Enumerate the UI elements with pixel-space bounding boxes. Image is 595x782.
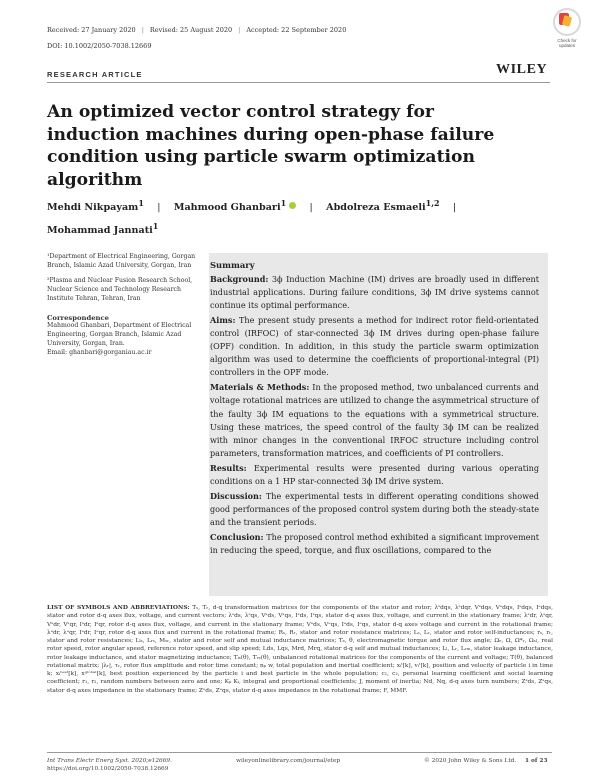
affiliations-sidebar	[47, 253, 197, 364]
received-date: Received: 27 January 2020	[47, 26, 136, 34]
conclusion-label: Conclusion:	[210, 531, 264, 542]
date-separator: |	[141, 26, 144, 34]
journal-citation: Int Trans Electr Energ Syst. 2020;e12669.	[47, 758, 172, 764]
page-number: 1 of 23	[525, 758, 548, 764]
footer-divider	[47, 752, 552, 753]
header-divider	[47, 82, 550, 83]
date-separator: |	[238, 26, 241, 34]
publisher-logo: WILEY	[496, 62, 548, 77]
background-label: Background:	[210, 274, 269, 285]
aims-text: The present study presents a method for indirect rotor field-orientated control (IRFOC) of star-connected 3ϕ IM drives during open-phase failure (OPF) condition. In addition, in this study the particle swarm optimization algorithm was used to determine the coefficients of proportional-integral (PI) controllers in the OPF mode.	[210, 315, 539, 378]
paper-title: An optimized vector control strategy for induction machines during open-phase failure condition using particle swarm optimization algorithm	[47, 102, 495, 190]
author-name[interactable]: Mehdi Nikpayam	[47, 202, 139, 214]
revised-date: Revised: 25 August 2020	[149, 26, 233, 34]
symbols-abbreviations	[47, 604, 553, 695]
author-name[interactable]: Mohammad Jannati	[47, 225, 153, 237]
abbreviations-body: Tₛ, Tᵣ, d-q transformation matrices for the components of the stator and rotor; λˢdqs, λˢdqr, Vˢdqs, Vᵉdqs, Iˢdqs, Iᵉdqs, stator and rotor d-q axes flux, voltage, and current vectors; λˢds, λˢqs, Vˢds, Vˢqs, Iˢds, Iˢqs, stator d-q axes flux, voltage, and current in the stationary frame; λˢdr, λˢqr, Vˢdr, Vˢqr, Iˢdr, Iˢqr, rotor d-q axes flux, voltage, and current in the stationary frame; Vᵉds, Vᵉqs, Iᵉds, Iᵉqs, stator d-q axes voltage and current in the rotational frame; λᵉdr, λᵉqr, Iᵉdr, Iᵉqr, rotor d-q axes flux and current in the rotational frame; Rₛ, Rᵣ, stator and rotor resistance matrices; Lₛ, Lᵣ, stator and rotor self-inductances; rₛ, rᵣ, stator and rotor resistances; Lₗₛ, Lᵣₛ, Mₛᵣ, stator and rotor self and mutual inductance matrices; Tₑ, θ, electromagnetic torque and rotor flux angle; Ωₑ, Ω, Ω*ᵣ, Ωₛₗ, real rotor speed, rotor angular speed, reference rotor speed, and slip speed; Lds, Lqs, Mrd, Mrq, stator d-q self and mutual inductances; Lₗ, Lᵣ, Lᵣₘ, stator leakage inductance, rotor leakage inductance, and stator magnetizing inductance; Tᵢₛ(θ), Tᵥₛ(θ), unbalanced rotational matrices for the components of the current and voltage; T(θ), balanced rotational matrix; |λᵣ|, τᵣ, rotor flux amplitude and rotor time constant; nₚ w, total population and inertial coefficient; xᵢᵗ[k], vᵢᵗ[k], position and velocity of particle i in time k; xᵢᵇᵉˢᵗ[k], xᵍˡᵒᵇᵃˡ[k], best position experienced by the particle i and best particle in the whole population; c₁, c₂, personal learning coefficient and social learning coefficient; r₁, r₂, random numbers between zero and one; Kₚ Kᵢ, integral and proportional coefficients; J, moment of inertia; Nd, Nq, d-q axes turn numbers; Zˢds, Zˢqs, stator d-q axes impedance in the stationary frame; Zᵉds, Zᵉqs, stator d-q axes impedance in the rotational frame; F, MMF.	[47, 605, 553, 694]
correspondence-email[interactable]: Email: ghanbari@gorganiau.ac.ir	[47, 349, 152, 357]
journal-site-link[interactable]: wileyonlinelibrary.com/journal/etep	[236, 758, 341, 764]
badge-label-line-2: updates	[558, 43, 575, 48]
badge-label	[550, 38, 584, 48]
conclusion-text: The proposed control method exhibited a significant improvement in reducing the speed, torque, and flux oscillations, compared to the	[210, 531, 539, 555]
badge-label-line-1: Check for	[557, 38, 577, 43]
summary-aims	[210, 314, 539, 379]
orcid-icon[interactable]	[289, 202, 296, 209]
affiliation-1: ¹Department of Electrical Engineering, Gorgan Branch, Islamic Azad University, Gorgan, Iran	[47, 253, 196, 269]
author-name[interactable]: Abdolreza Esmaeli	[326, 202, 426, 214]
article-type: RESEARCH ARTICLE	[47, 70, 143, 79]
results-label: Results:	[210, 462, 247, 473]
methods-text: In the proposed method, two unbalanced currents and voltage rotational matrices are utilized to change the asymmetrical structure of the faulty 3ϕ IM equations to the equations with a symmetrical structure. Using these matrices, the speed control of the faulty 3ϕ IM can be realized with minor changes in the conventional IRFOC structure including control parameters, transformation matrices, and coefficients of PI controllers.	[210, 382, 539, 458]
copyright: © 2020 John Wiley & Sons Ltd.	[424, 758, 517, 764]
summary-conclusion	[210, 531, 539, 557]
summary-results	[210, 462, 539, 488]
footer-citation	[47, 757, 172, 773]
aims-label: Aims:	[210, 315, 236, 326]
author-separator: |	[452, 202, 457, 214]
article-dates	[47, 26, 346, 34]
correspondence-body: Mahmood Ghanbari, Department of Electrical Engineering, Gorgan Branch, Islamic Azad University, Gorgan, Iran.	[47, 322, 192, 348]
discussion-label: Discussion:	[210, 490, 262, 501]
correspondence-heading: Correspondence	[47, 313, 109, 322]
results-text: Experimental results were presented during various operating conditions on a 1 HP star-connected 3ϕ IM drive system.	[210, 462, 539, 486]
author-affiliation-mark: 1	[152, 221, 159, 232]
check-for-updates-icon	[553, 8, 581, 36]
summary-background	[210, 273, 539, 312]
check-for-updates-badge[interactable]	[550, 8, 584, 52]
author-separator: |	[157, 202, 161, 214]
methods-label: Materials & Methods:	[210, 382, 310, 393]
doi[interactable]: DOI: 10.1002/2050-7038.12669	[47, 42, 152, 50]
summary-methods	[210, 381, 539, 459]
summary-box	[209, 253, 548, 596]
author-affiliation-mark: 1,2	[425, 198, 440, 208]
author-name[interactable]: Mahmood Ghanbari	[173, 202, 281, 214]
summary-title: Summary	[210, 260, 255, 270]
background-text: 3ϕ Induction Machine (IM) drives are broadly used in different industrial applications. During failure conditions, 3ϕ IM drive systems cannot continue its optimal performance.	[210, 274, 539, 311]
footer-doi-link[interactable]: https://doi.org/10.1002/2050-7038.12669	[47, 766, 169, 772]
abbreviations-heading: LIST OF SYMBOLS AND ABBREVIATIONS:	[47, 605, 190, 611]
author-separator: |	[309, 202, 313, 214]
affiliation-2: ²Plasma and Nuclear Fusion Research School, Nuclear Science and Technology Research Institute Tehran, Tehran, Iran	[47, 276, 193, 302]
accepted-date: Accepted: 22 September 2020	[246, 26, 347, 34]
discussion-text: The experimental tests in different operating conditions showed good performances of the proposed control system during both the steady-state and the transient periods.	[210, 490, 539, 527]
summary-discussion	[210, 490, 539, 529]
author-list	[47, 194, 547, 240]
author-affiliation-mark: 1	[138, 198, 144, 208]
author-affiliation-mark: 1	[280, 198, 287, 208]
